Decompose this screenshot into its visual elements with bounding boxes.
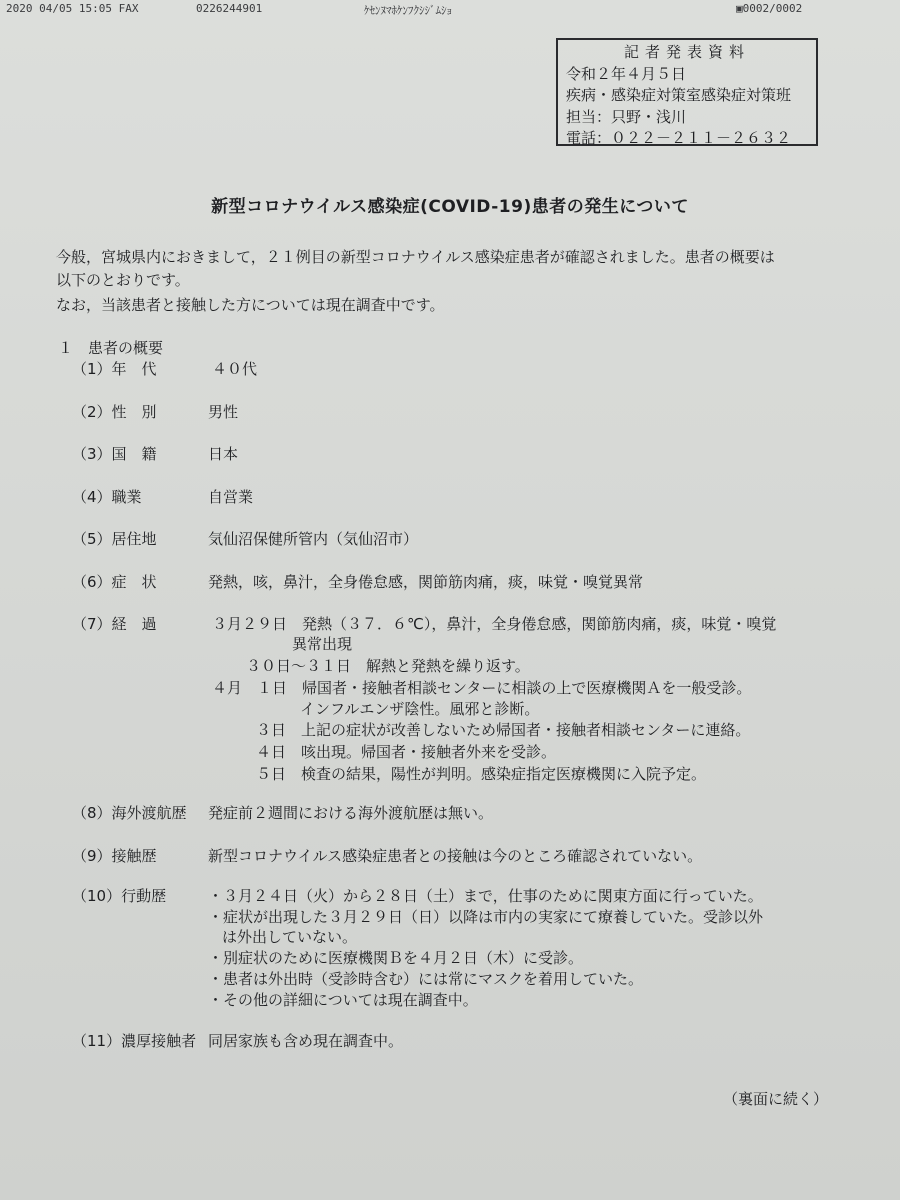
press-department: 疾病・感染症対策室感染症対策班 (566, 86, 792, 104)
symptoms-value: 発熱，咳，鼻汁，全身倦怠感，関節筋肉痛，痰，味覚・嗅覚異常 (208, 573, 644, 591)
course-line: インフルエンザ陰性。風邪と診断。 (300, 700, 540, 718)
intro-paragraph (56, 246, 836, 317)
course-line: ３月２９日 発熱（３７．６℃），鼻汁，全身倦怠感，関節筋肉痛，痰，味覚・嗅覚 (212, 615, 777, 633)
occupation-value: 自営業 (208, 488, 254, 506)
press-release-box (556, 38, 818, 146)
press-contact: 担当：只野・浅川 (566, 107, 687, 126)
activity-line: ・患者は外出時（受診時含む）には常にマスクを着用していた。 (208, 970, 644, 988)
travel-label: （8）海外渡航歴 (72, 804, 187, 822)
fax-header (0, 0, 900, 22)
activity-line: ・３月２４日（火）から２８日（土）まで，仕事のために関東方面に行っていた。 (208, 887, 763, 905)
close-contacts-value: 同居家族も含め現在調査中。 (208, 1032, 404, 1050)
course-line: ３日 上記の症状が改善しないため帰国者・接触者相談センターに連絡。 (256, 721, 751, 739)
press-date: 令和２年４月５日 (566, 64, 687, 83)
intro-line-3: なお，当該患者と接触した方については現在調査中です。 (56, 296, 445, 314)
press-phone: 電話：０２２－２１１－２６３２ (566, 129, 792, 147)
continued-note: （裏面に続く） (722, 1090, 828, 1108)
course-line: ５日 検査の結果，陽性が判明。感染症指定医療機関に入院予定。 (256, 765, 707, 783)
activity-line: は外出していない。 (222, 928, 358, 946)
course-line: ３０日～３１日 解熱と発熱を繰り返す。 (246, 657, 530, 675)
press-heading: 記者発表資料 (623, 43, 750, 61)
activity-line: ・別症状のために医療機関Ｂを４月２日（木）に受診。 (208, 949, 584, 967)
residence-value: 気仙沼保健所管内（気仙沼市） (208, 530, 419, 548)
contact-value: 新型コロナウイルス感染症患者との接触は今のところ確認されていない。 (208, 847, 703, 865)
course-line: ４日 咳出現。帰国者・接触者外来を受診。 (256, 743, 557, 761)
document-title: 新型コロナウイルス感染症(COVID-19)患者の発生について (211, 197, 689, 217)
symptoms-label: （6）症 状 (72, 573, 157, 591)
close-contacts-label: （11）濃厚接触者 (72, 1032, 197, 1050)
intro-line-1: 今般，宮城県内におきまして，２１例目の新型コロナウイルス感染症患者が確認されました。患者の概要は (56, 248, 775, 266)
activity-line: ・症状が出現した３月２９日（日）以降は市内の実家にて療養していた。受診以外 (208, 908, 764, 926)
fax-number: 0226244901 (196, 2, 263, 15)
travel-value: 発症前２週間における海外渡航歴は無い。 (208, 804, 494, 822)
nationality-value: 日本 (208, 445, 239, 463)
age-label: （1）年 代 (72, 360, 157, 378)
fax-datetime: 2020 04/05 15:05 FAX (6, 2, 139, 15)
residence-label: （5）居住地 (72, 530, 157, 548)
fax-page: ▣0002/0002 (736, 2, 803, 15)
nationality-label: （3）国 籍 (72, 445, 157, 463)
sex-label: （2）性 別 (72, 403, 157, 421)
occupation-label: （4）職業 (72, 488, 142, 506)
intro-line-2: 以下のとおりです。 (56, 271, 190, 289)
activity-label: （10）行動歴 (72, 887, 167, 905)
section-heading: １ 患者の概要 (58, 339, 164, 357)
contact-label: （9）接触歴 (72, 847, 157, 865)
fax-sender: ｹｾﾝﾇﾏﾎｹﾝﾌｸｼｼﾞﾑｼｮ (364, 4, 452, 17)
course-line: ４月 １日 帰国者・接触者相談センターに相談の上で医療機関Ａを一般受診。 (212, 679, 752, 697)
course-line: 異常出現 (292, 635, 353, 653)
course-label: （7）経 過 (72, 615, 157, 633)
age-value: ４０代 (212, 360, 258, 378)
activity-line: ・その他の詳細については現在調査中。 (208, 991, 478, 1009)
sex-value: 男性 (208, 403, 239, 421)
